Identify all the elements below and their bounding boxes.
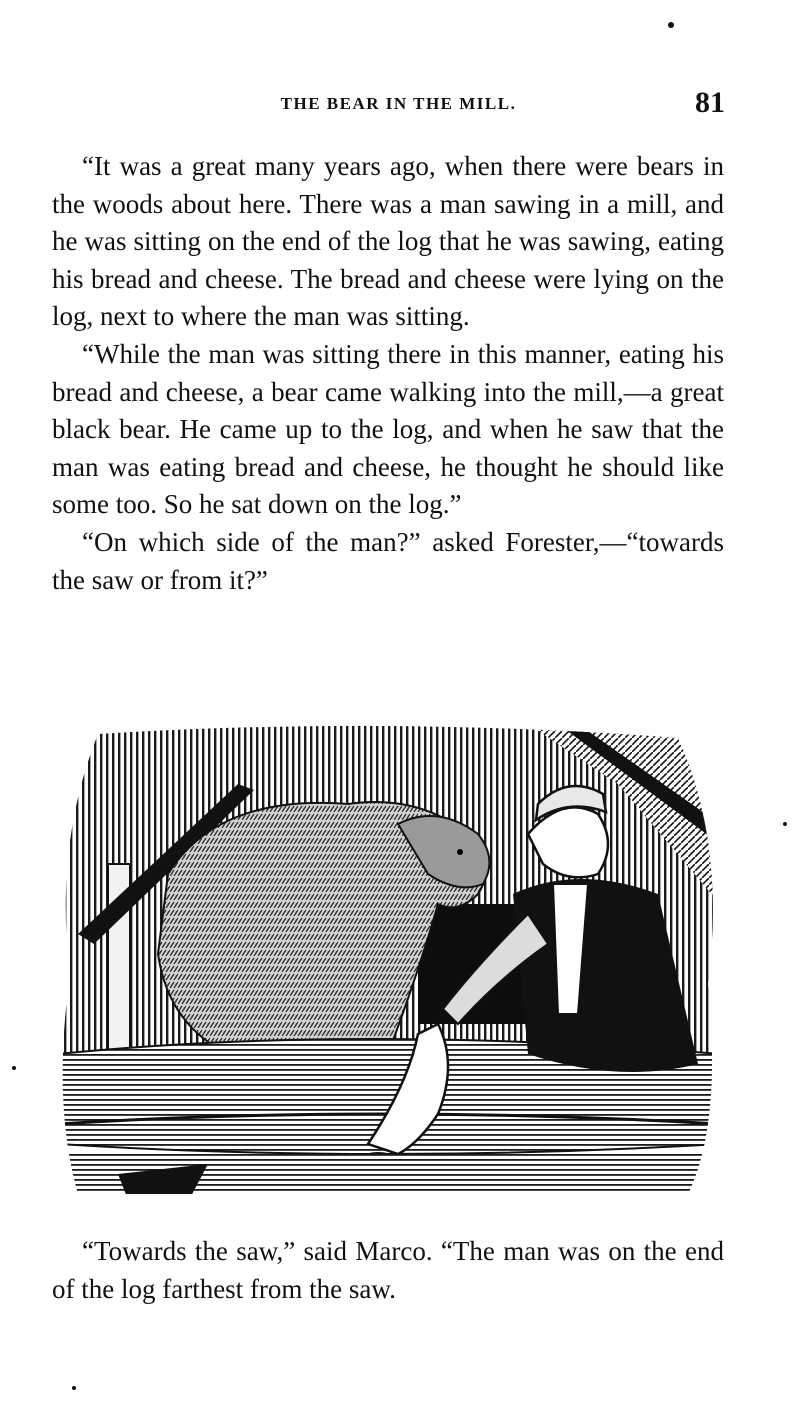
paragraph-3: “On which side of the man?” asked Forester,—“towards the saw or from it?” bbox=[52, 526, 724, 595]
engraving-image bbox=[58, 724, 720, 1214]
running-head bbox=[0, 86, 797, 126]
bear-in-mill-illustration bbox=[58, 724, 720, 1214]
page-number: 81 bbox=[695, 86, 725, 119]
scan-speck bbox=[668, 22, 674, 28]
body-text-continued bbox=[52, 1232, 724, 1308]
running-title: THE BEAR IN THE MILL. bbox=[280, 94, 517, 113]
paragraph-4: “Towards the saw,” said Marco. “The man was on the end of the log farthest from the saw. bbox=[52, 1236, 724, 1304]
scan-speck bbox=[12, 1066, 16, 1070]
body-text bbox=[52, 148, 724, 599]
paragraph-1: “It was a great many years ago, when there were bears in the woods about here. There was a man sawing in a mill, and he was sitting on the end of the log that he was sawing, eating his bread and cheese. The bread and cheese were lying on the log, next to where the man was sitting. bbox=[52, 151, 724, 332]
scan-speck bbox=[783, 822, 787, 826]
paragraph-2: “While the man was sitting there in this manner, eating his bread and cheese, a bear came walking into the mill,—a great black bear. He came up to the log, and when he saw that the man was eating bread and cheese, he thought he should like some too. So he sat down on the log.” bbox=[52, 338, 724, 520]
scan-speck bbox=[72, 1386, 76, 1390]
